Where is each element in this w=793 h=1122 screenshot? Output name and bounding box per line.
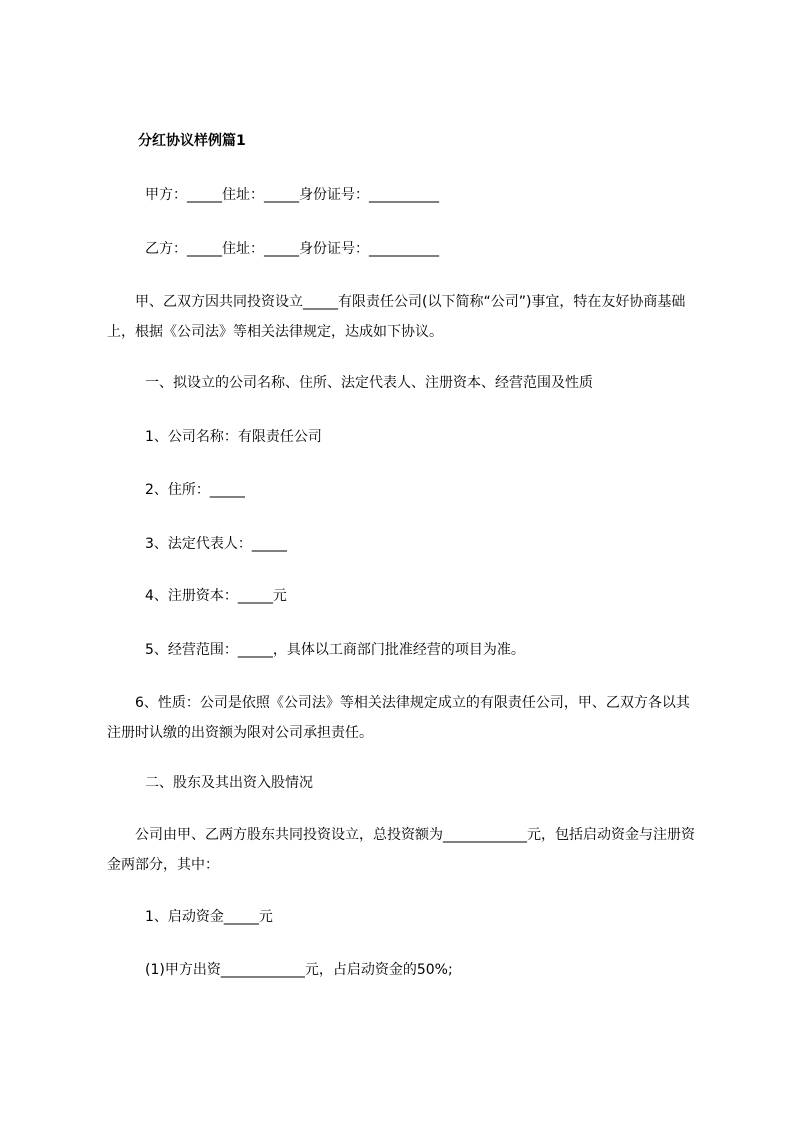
party-b-line: 乙方：_____住址：_____身份证号：__________ (145, 241, 439, 257)
party-a-contribution-line: (1)甲方出资____________元，占启动资金的50%; (145, 962, 453, 978)
document-title: 分红协议样例篇1 (138, 133, 246, 149)
item-business-scope: 5、经营范围：_____，具体以工商部门批准经营的项目为准。 (145, 642, 525, 658)
section2-intro-paragraph: 公司由甲、乙两方股东共同投资设立，总投资额为____________元，包括启动资金与注册资金两部分，其中： (107, 827, 695, 873)
item-registered-capital: 4、注册资本：_____元 (145, 588, 287, 604)
section2-heading: 二、股东及其出资入股情况 (145, 775, 313, 791)
party-a-line: 甲方：_____住址：_____身份证号：__________ (145, 187, 439, 203)
item-nature-paragraph: 6、性质：公司是依照《公司法》等相关法律规定成立的有限责任公司，甲、乙双方各以其注册时认缴的出资额为限对公司承担责任。 (107, 695, 690, 741)
intro-paragraph: 甲、乙双方因共同投资设立_____有限责任公司(以下简称“公司”)事宜，特在友好协商基础上，根据《公司法》等相关法律规定，达成如下协议。 (107, 294, 686, 340)
section1-heading: 一、拟设立的公司名称、住所、法定代表人、注册资本、经营范围及性质 (145, 375, 593, 391)
item-legal-representative: 3、法定代表人：_____ (145, 536, 287, 552)
startup-funds-line: 1、启动资金_____元 (145, 909, 273, 925)
item-company-name: 1、公司名称：有限责任公司 (145, 429, 322, 445)
item-address: 2、住所：_____ (145, 482, 245, 498)
